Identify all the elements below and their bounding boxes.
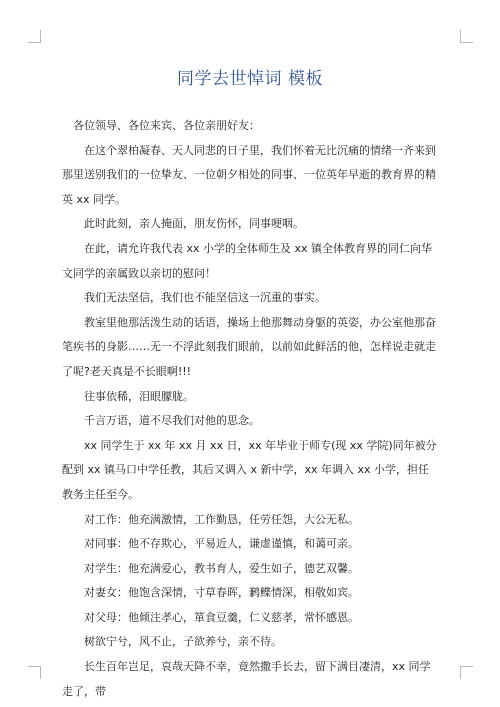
body-paragraph: 对学生：他充满爱心，教书育人，爱生如子，德艺双馨。 — [84, 561, 359, 575]
body-paragraph: 教室里他那活泼生动的话语，操场上他那舞动身躯的英姿，办公室他那奋笔疾书的身影……无一不浮此刻我们眼前，以前如此鲜活的他，怎样说走就走了呢?老天真是不长眼啊!!! — [62, 315, 436, 378]
body-paragraph: 千言万语，道不尽我们对他的思念。 — [84, 414, 260, 428]
body-paragraph: 在这个翠柏凝春、天人同悲的日子里，我们怀着无比沉痛的情绪一齐来到那里送别我们的一位挚友、一位朝夕相处的同事、一位英年早逝的教育界的精英 xx 同学。 — [62, 143, 436, 206]
page-corner-mark-top-left — [28, 30, 41, 43]
salutation-paragraph: 各位领导、各位来宾、各位亲朋好友： — [73, 119, 260, 132]
body-paragraph: 对工作：他充满激情，工作勤恳，任劳任怨，大公无私。 — [84, 512, 359, 526]
page-corner-mark-bottom-right — [460, 666, 473, 679]
body-paragraph: 树欲宁兮，风不止，子欲养兮，亲不待。 — [84, 635, 282, 649]
page-corner-mark-top-right — [460, 30, 473, 43]
document-title: 同学去世悼词 模板 — [177, 69, 323, 89]
body-paragraph: 此时此刻，亲人掩面，朋友伤怀，同事哽咽。 — [84, 217, 304, 231]
body-paragraph: 我们无法坚信，我们也不能坚信这一沉重的事实。 — [84, 291, 326, 305]
body-paragraph: 对父母：他倾注孝心，箪食豆羹，仁义慈孝，常怀感恩。 — [84, 610, 359, 624]
body-paragraph: 长生百年岂足，哀哉天降不幸，竟然撒手长去，留下满目凄清，xx 同学走了，带 — [62, 660, 431, 698]
body-paragraph: 往事依稀，泪眼朦胧。 — [84, 389, 194, 403]
body-paragraph: 对同事：他不存欺心，平易近人，谦虚谨慎，和蔼可亲。 — [84, 537, 359, 551]
body-paragraph: 在此，请允许我代表 xx 小学的全体师生及 xx 镇全体教育界的同仁向华文同学的亲属致以亲切的慰问！ — [62, 241, 433, 280]
document-body — [62, 114, 440, 704]
body-paragraph: 对妻女：他饱含深情，寸草春晖，鹣鲽情深，相敬如宾。 — [84, 586, 359, 600]
page-corner-mark-bottom-left — [28, 666, 41, 679]
body-paragraph: xx 同学生于 xx 年 xx 月 xx 日，xx 年毕业于师专(现 xx 学院)同年被分配到 xx 镇马口中学任教，其后又调入 x 新中学，xx 年调入 xx 小学，担任教务主任至今。 — [62, 438, 437, 501]
